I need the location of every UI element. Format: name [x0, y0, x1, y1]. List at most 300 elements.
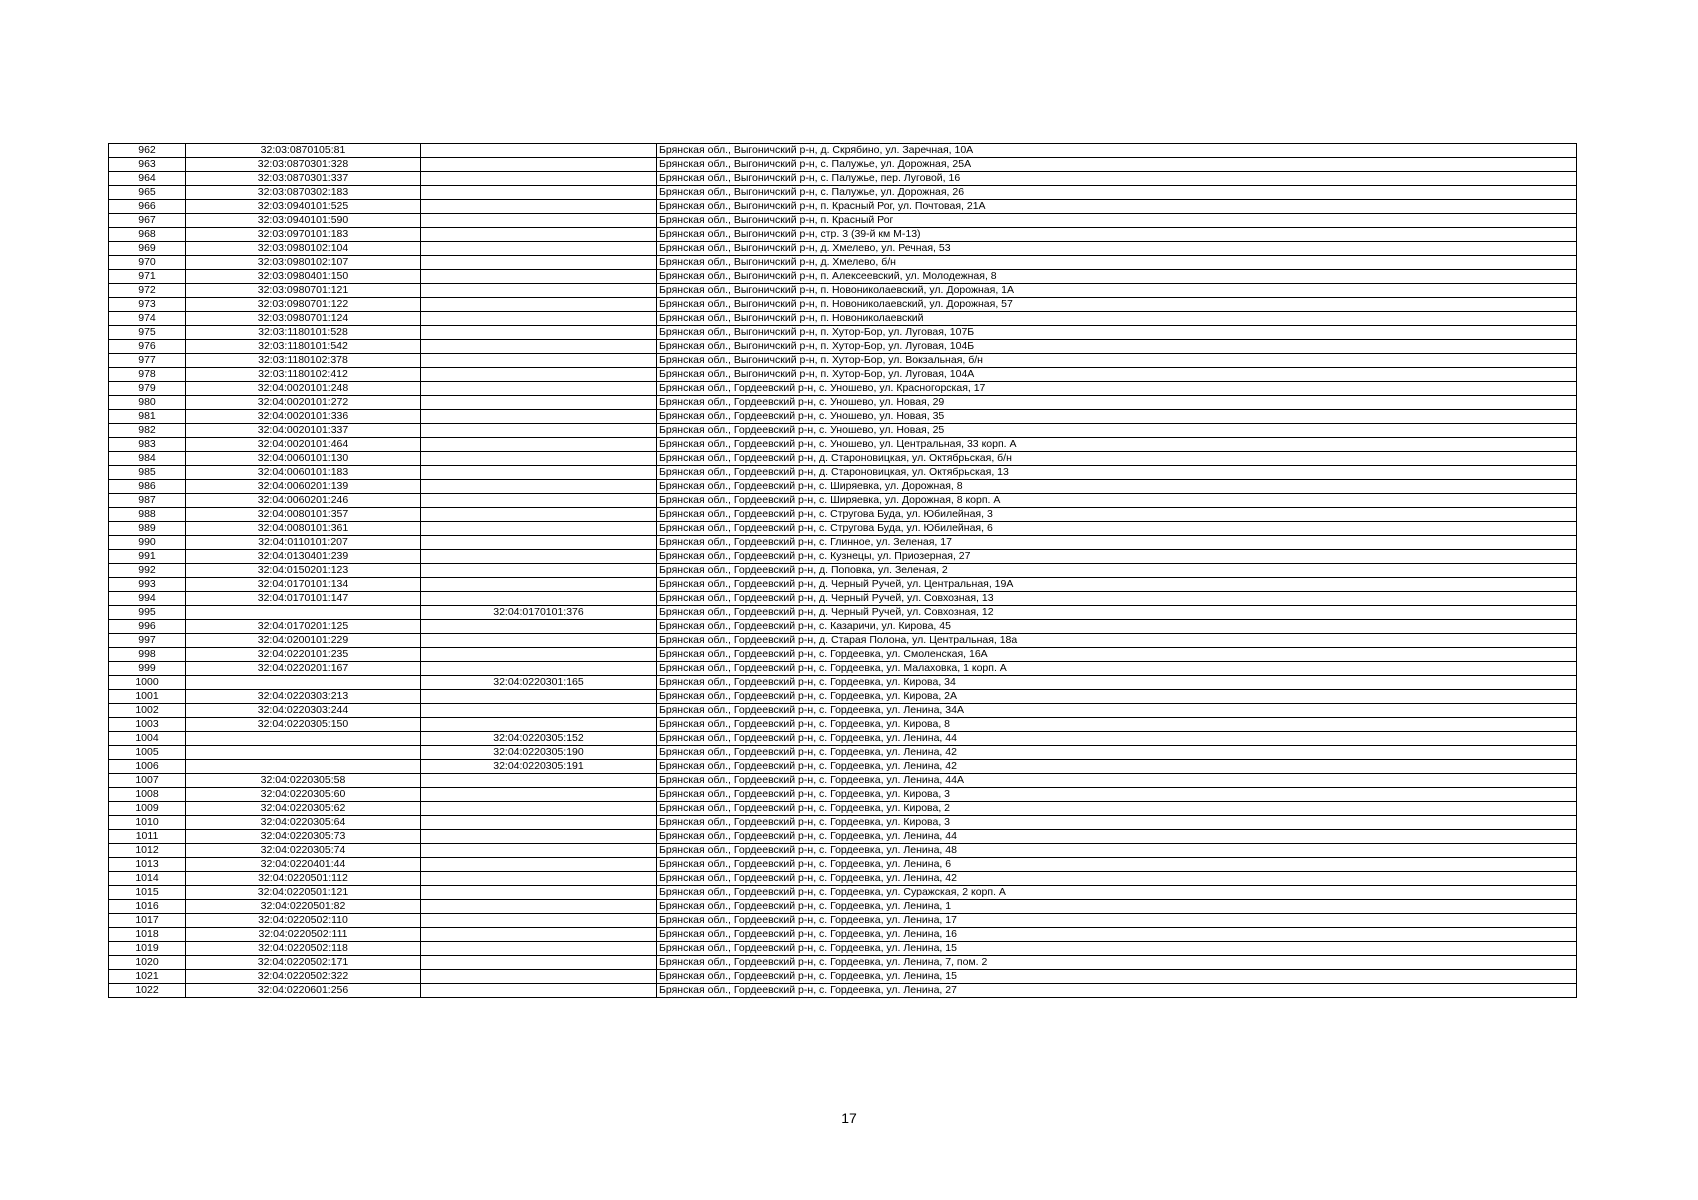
address-cell: Брянская обл., Гордеевский р-н, с. Ширяевка, ул. Дорожная, 8 [657, 480, 1577, 494]
cadastral-number-cell: 32:04:0060101:183 [186, 466, 421, 480]
row-number-cell: 1004 [109, 732, 186, 746]
table-row [109, 298, 1577, 312]
cadastral-number-cell: 32:04:0220303:213 [186, 690, 421, 704]
table-row [109, 746, 1577, 760]
cadastral-number-cell: 32:03:0980401:150 [186, 270, 421, 284]
cadastral-number-alt-cell [421, 858, 657, 872]
cadastral-number-alt-cell [421, 634, 657, 648]
cadastral-number-cell: 32:03:1180101:528 [186, 326, 421, 340]
address-cell: Брянская обл., Выгоничский р-н, п. Красный Рог [657, 214, 1577, 228]
row-number-cell: 972 [109, 284, 186, 298]
cadastral-number-cell: 32:04:0020101:337 [186, 424, 421, 438]
table-row [109, 578, 1577, 592]
address-cell: Брянская обл., Выгоничский р-н, п. Новониколаевский, ул. Дорожная, 57 [657, 298, 1577, 312]
address-cell: Брянская обл., Гордеевский р-н, д. Черный Ручей, ул. Совхозная, 12 [657, 606, 1577, 620]
address-cell: Брянская обл., Гордеевский р-н, д. Староновицкая, ул. Октябрьская, б/н [657, 452, 1577, 466]
address-cell: Брянская обл., Выгоничский р-н, п. Хутор-Бор, ул. Луговая, 107Б [657, 326, 1577, 340]
table-row [109, 970, 1577, 984]
table-row [109, 774, 1577, 788]
cadastral-number-cell: 32:03:0940101:525 [186, 200, 421, 214]
address-cell: Брянская обл., Гордеевский р-н, д. Черный Ручей, ул. Центральная, 19А [657, 578, 1577, 592]
address-cell: Брянская обл., Гордеевский р-н, с. Гордеевка, ул. Кирова, 34 [657, 676, 1577, 690]
table-row [109, 704, 1577, 718]
table-row [109, 844, 1577, 858]
row-number-cell: 982 [109, 424, 186, 438]
table-row [109, 550, 1577, 564]
cadastral-number-alt-cell [421, 718, 657, 732]
address-cell: Брянская обл., Гордеевский р-н, с. Гордеевка, ул. Кирова, 2 [657, 802, 1577, 816]
cadastral-number-alt-cell [421, 564, 657, 578]
row-number-cell: 989 [109, 522, 186, 536]
row-number-cell: 1016 [109, 900, 186, 914]
row-number-cell: 984 [109, 452, 186, 466]
cadastral-number-cell: 32:04:0220501:112 [186, 872, 421, 886]
row-number-cell: 976 [109, 340, 186, 354]
table-row [109, 592, 1577, 606]
cadastral-number-cell: 32:04:0110101:207 [186, 536, 421, 550]
table-row [109, 956, 1577, 970]
table-row [109, 242, 1577, 256]
row-number-cell: 965 [109, 186, 186, 200]
table-row [109, 662, 1577, 676]
cadastral-number-cell: 32:04:0060201:246 [186, 494, 421, 508]
table-row [109, 158, 1577, 172]
cadastral-number-alt-cell [421, 424, 657, 438]
row-number-cell: 980 [109, 396, 186, 410]
cadastral-number-alt-cell [421, 970, 657, 984]
cadastral-number-alt-cell [421, 788, 657, 802]
cadastral-number-cell: 32:03:0980701:122 [186, 298, 421, 312]
table-row [109, 872, 1577, 886]
table-row [109, 676, 1577, 690]
address-cell: Брянская обл., Гордеевский р-н, с. Гордеевка, ул. Малаховка, 1 корп. А [657, 662, 1577, 676]
cadastral-number-cell [186, 746, 421, 760]
cadastral-number-cell: 32:04:0220101:235 [186, 648, 421, 662]
table-row [109, 522, 1577, 536]
cadastral-number-cell: 32:04:0020101:272 [186, 396, 421, 410]
cadastral-number-cell: 32:04:0080101:357 [186, 508, 421, 522]
table-row [109, 914, 1577, 928]
cadastral-number-alt-cell [421, 340, 657, 354]
cadastral-number-alt-cell [421, 914, 657, 928]
row-number-cell: 979 [109, 382, 186, 396]
table-row [109, 410, 1577, 424]
address-cell: Брянская обл., Гордеевский р-н, с. Гордеевка, ул. Ленина, 42 [657, 872, 1577, 886]
cadastral-number-cell: 32:03:0970101:183 [186, 228, 421, 242]
row-number-cell: 964 [109, 172, 186, 186]
address-cell: Брянская обл., Гордеевский р-н, с. Уношево, ул. Красногорская, 17 [657, 382, 1577, 396]
address-cell: Брянская обл., Гордеевский р-н, с. Гордеевка, ул. Ленина, 34А [657, 704, 1577, 718]
table-row [109, 508, 1577, 522]
cadastral-number-cell: 32:04:0080101:361 [186, 522, 421, 536]
address-cell: Брянская обл., Гордеевский р-н, с. Гордеевка, ул. Смоленская, 16А [657, 648, 1577, 662]
row-number-cell: 1006 [109, 760, 186, 774]
address-cell: Брянская обл., Гордеевский р-н, с. Гордеевка, ул. Ленина, 42 [657, 746, 1577, 760]
cadastral-number-alt-cell [421, 410, 657, 424]
cadastral-number-alt-cell [421, 830, 657, 844]
row-number-cell: 1021 [109, 970, 186, 984]
table-row [109, 648, 1577, 662]
row-number-cell: 1017 [109, 914, 186, 928]
cadastral-number-alt-cell [421, 228, 657, 242]
address-cell: Брянская обл., Гордеевский р-н, с. Гордеевка, ул. Ленина, 15 [657, 970, 1577, 984]
table-row [109, 788, 1577, 802]
row-number-cell: 998 [109, 648, 186, 662]
cadastral-number-cell: 32:04:0220501:82 [186, 900, 421, 914]
table-body [109, 144, 1577, 998]
table-row [109, 830, 1577, 844]
row-number-cell: 967 [109, 214, 186, 228]
address-cell: Брянская обл., Гордеевский р-н, с. Уношево, ул. Новая, 35 [657, 410, 1577, 424]
cadastral-number-cell: 32:04:0220303:244 [186, 704, 421, 718]
address-cell: Брянская обл., Выгоничский р-н, п. Хутор-Бор, ул. Луговая, 104А [657, 368, 1577, 382]
cadastral-number-cell [186, 606, 421, 620]
address-cell: Брянская обл., Гордеевский р-н, с. Гордеевка, ул. Ленина, 1 [657, 900, 1577, 914]
address-cell: Брянская обл., Выгоничский р-н, с. Палужье, ул. Дорожная, 26 [657, 186, 1577, 200]
cadastral-number-alt-cell: 32:04:0220301:165 [421, 676, 657, 690]
cadastral-number-alt-cell [421, 494, 657, 508]
table-row [109, 480, 1577, 494]
cadastral-number-alt-cell [421, 326, 657, 340]
cadastral-number-alt-cell [421, 816, 657, 830]
table-row [109, 620, 1577, 634]
cadastral-number-alt-cell [421, 900, 657, 914]
address-cell: Брянская обл., Гордеевский р-н, с. Гордеевка, ул. Ленина, 44 [657, 830, 1577, 844]
cadastral-number-cell: 32:04:0220401:44 [186, 858, 421, 872]
address-cell: Брянская обл., Гордеевский р-н, с. Гордеевка, ул. Ленина, 16 [657, 928, 1577, 942]
address-cell: Брянская обл., Гордеевский р-н, с. Гордеевка, ул. Ленина, 15 [657, 942, 1577, 956]
table-row [109, 214, 1577, 228]
row-number-cell: 995 [109, 606, 186, 620]
table-row [109, 564, 1577, 578]
address-cell: Брянская обл., Гордеевский р-н, с. Уношево, ул. Центральная, 33 корп. А [657, 438, 1577, 452]
cadastral-number-alt-cell [421, 872, 657, 886]
table-row [109, 368, 1577, 382]
cadastral-number-cell: 32:04:0220305:60 [186, 788, 421, 802]
table-row [109, 424, 1577, 438]
cadastral-number-alt-cell [421, 354, 657, 368]
row-number-cell: 991 [109, 550, 186, 564]
cadastral-number-cell: 32:03:0870105:81 [186, 144, 421, 158]
table-row [109, 900, 1577, 914]
row-number-cell: 1003 [109, 718, 186, 732]
cadastral-number-cell: 32:04:0220305:74 [186, 844, 421, 858]
address-cell: Брянская обл., Гордеевский р-н, с. Гордеевка, ул. Ленина, 17 [657, 914, 1577, 928]
row-number-cell: 1001 [109, 690, 186, 704]
row-number-cell: 1005 [109, 746, 186, 760]
address-cell: Брянская обл., Выгоничский р-н, с. Палужье, ул. Дорожная, 25А [657, 158, 1577, 172]
cadastral-number-cell [186, 760, 421, 774]
cadastral-number-cell: 32:04:0130401:239 [186, 550, 421, 564]
table-row [109, 634, 1577, 648]
address-cell: Брянская обл., Выгоничский р-н, д. Хмелево, б/н [657, 256, 1577, 270]
row-number-cell: 1015 [109, 886, 186, 900]
row-number-cell: 977 [109, 354, 186, 368]
address-cell: Брянская обл., Гордеевский р-н, с. Гордеевка, ул. Кирова, 2А [657, 690, 1577, 704]
table-row [109, 396, 1577, 410]
cadastral-number-cell: 32:03:0940101:590 [186, 214, 421, 228]
cadastral-number-alt-cell [421, 298, 657, 312]
address-cell: Брянская обл., Выгоничский р-н, стр. 3 (39-й км М-13) [657, 228, 1577, 242]
cadastral-number-cell: 32:04:0220502:171 [186, 956, 421, 970]
table-row [109, 326, 1577, 340]
address-cell: Брянская обл., Выгоничский р-н, п. Красный Рог, ул. Почтовая, 21А [657, 200, 1577, 214]
cadastral-number-cell: 32:04:0220502:322 [186, 970, 421, 984]
cadastral-number-alt-cell [421, 508, 657, 522]
row-number-cell: 969 [109, 242, 186, 256]
cadastral-number-alt-cell [421, 368, 657, 382]
table-row [109, 354, 1577, 368]
cadastral-number-alt-cell [421, 704, 657, 718]
row-number-cell: 1019 [109, 942, 186, 956]
cadastral-number-cell: 32:03:0870302:183 [186, 186, 421, 200]
table-row [109, 606, 1577, 620]
row-number-cell: 985 [109, 466, 186, 480]
table-row [109, 340, 1577, 354]
row-number-cell: 1020 [109, 956, 186, 970]
address-cell: Брянская обл., Выгоничский р-н, д. Хмелево, ул. Речная, 53 [657, 242, 1577, 256]
cadastral-number-alt-cell [421, 172, 657, 186]
row-number-cell: 988 [109, 508, 186, 522]
cadastral-number-alt-cell [421, 648, 657, 662]
row-number-cell: 1002 [109, 704, 186, 718]
cadastral-number-alt-cell [421, 158, 657, 172]
cadastral-number-alt-cell [421, 284, 657, 298]
row-number-cell: 983 [109, 438, 186, 452]
cadastral-number-alt-cell [421, 242, 657, 256]
row-number-cell: 1011 [109, 830, 186, 844]
cadastral-number-cell: 32:04:0220502:110 [186, 914, 421, 928]
cadastral-number-alt-cell [421, 466, 657, 480]
address-cell: Брянская обл., Гордеевский р-н, д. Староновицкая, ул. Октябрьская, 13 [657, 466, 1577, 480]
cadastral-number-alt-cell [421, 550, 657, 564]
address-cell: Брянская обл., Гордеевский р-н, с. Гордеевка, ул. Ленина, 7, пом. 2 [657, 956, 1577, 970]
table-row [109, 452, 1577, 466]
table-row [109, 816, 1577, 830]
cadastral-number-cell: 32:03:0980102:104 [186, 242, 421, 256]
cadastral-number-alt-cell [421, 690, 657, 704]
address-cell: Брянская обл., Выгоничский р-н, п. Хутор-Бор, ул. Вокзальная, б/н [657, 354, 1577, 368]
table-row [109, 942, 1577, 956]
cadastral-number-cell: 32:04:0220502:111 [186, 928, 421, 942]
table-row [109, 732, 1577, 746]
row-number-cell: 974 [109, 312, 186, 326]
cadastral-number-cell: 32:03:0980701:121 [186, 284, 421, 298]
row-number-cell: 996 [109, 620, 186, 634]
cadastral-number-alt-cell: 32:04:0220305:152 [421, 732, 657, 746]
address-cell: Брянская обл., Выгоничский р-н, п. Новониколаевский, ул. Дорожная, 1А [657, 284, 1577, 298]
address-cell: Брянская обл., Гордеевский р-н, с. Стругова Буда, ул. Юбилейная, 3 [657, 508, 1577, 522]
cadastral-number-alt-cell [421, 774, 657, 788]
address-cell: Брянская обл., Гордеевский р-н, с. Стругова Буда, ул. Юбилейная, 6 [657, 522, 1577, 536]
row-number-cell: 966 [109, 200, 186, 214]
table-row [109, 256, 1577, 270]
cadastral-number-cell [186, 676, 421, 690]
row-number-cell: 981 [109, 410, 186, 424]
row-number-cell: 993 [109, 578, 186, 592]
cadastral-number-alt-cell: 32:04:0220305:190 [421, 746, 657, 760]
table-row [109, 200, 1577, 214]
cadastral-number-alt-cell [421, 480, 657, 494]
cadastral-number-cell: 32:04:0060101:130 [186, 452, 421, 466]
row-number-cell: 997 [109, 634, 186, 648]
cadastral-number-alt-cell [421, 312, 657, 326]
row-number-cell: 999 [109, 662, 186, 676]
cadastral-number-alt-cell [421, 592, 657, 606]
cadastral-number-cell: 32:04:0220305:73 [186, 830, 421, 844]
table-row [109, 984, 1577, 998]
table-row [109, 284, 1577, 298]
row-number-cell: 962 [109, 144, 186, 158]
cadastral-number-cell: 32:04:0220501:121 [186, 886, 421, 900]
cadastral-number-cell: 32:04:0020101:248 [186, 382, 421, 396]
address-cell: Брянская обл., Выгоничский р-н, п. Хутор-Бор, ул. Луговая, 104Б [657, 340, 1577, 354]
row-number-cell: 987 [109, 494, 186, 508]
address-cell: Брянская обл., Гордеевский р-н, с. Гордеевка, ул. Ленина, 27 [657, 984, 1577, 998]
cadastral-number-alt-cell [421, 144, 657, 158]
table-row [109, 536, 1577, 550]
address-cell: Брянская обл., Гордеевский р-н, с. Гордеевка, ул. Ленина, 44А [657, 774, 1577, 788]
row-number-cell: 1022 [109, 984, 186, 998]
cadastral-number-alt-cell [421, 844, 657, 858]
cadastral-number-cell: 32:03:1180102:412 [186, 368, 421, 382]
cadastral-number-cell: 32:04:0220305:62 [186, 802, 421, 816]
cadastral-number-alt-cell [421, 956, 657, 970]
table-row [109, 382, 1577, 396]
cadastral-number-cell: 32:03:0980701:124 [186, 312, 421, 326]
cadastral-number-alt-cell [421, 662, 657, 676]
row-number-cell: 970 [109, 256, 186, 270]
table-row [109, 760, 1577, 774]
cadastral-number-cell: 32:04:0220305:150 [186, 718, 421, 732]
cadastral-number-alt-cell [421, 928, 657, 942]
cadastral-number-cell [186, 732, 421, 746]
address-cell: Брянская обл., Выгоничский р-н, п. Алексеевский, ул. Молодежная, 8 [657, 270, 1577, 284]
cadastral-number-cell: 32:04:0150201:123 [186, 564, 421, 578]
table-row [109, 858, 1577, 872]
row-number-cell: 1008 [109, 788, 186, 802]
row-number-cell: 1000 [109, 676, 186, 690]
address-cell: Брянская обл., Гордеевский р-н, с. Гордеевка, ул. Кирова, 3 [657, 816, 1577, 830]
cadastral-number-alt-cell [421, 942, 657, 956]
address-cell: Брянская обл., Гордеевский р-н, с. Гордеевка, ул. Ленина, 42 [657, 760, 1577, 774]
cadastral-number-cell: 32:04:0220305:58 [186, 774, 421, 788]
row-number-cell: 1012 [109, 844, 186, 858]
cadastral-number-cell: 32:04:0170101:134 [186, 578, 421, 592]
cadastral-number-alt-cell: 32:04:0220305:191 [421, 760, 657, 774]
cadastral-number-alt-cell [421, 438, 657, 452]
address-cell: Брянская обл., Выгоничский р-н, с. Палужье, пер. Луговой, 16 [657, 172, 1577, 186]
cadastral-number-alt-cell [421, 186, 657, 200]
row-number-cell: 994 [109, 592, 186, 606]
row-number-cell: 986 [109, 480, 186, 494]
property-table [108, 143, 1577, 998]
address-cell: Брянская обл., Гордеевский р-н, д. Поповка, ул. Зеленая, 2 [657, 564, 1577, 578]
cadastral-number-cell: 32:04:0020101:464 [186, 438, 421, 452]
cadastral-number-alt-cell [421, 396, 657, 410]
cadastral-number-alt-cell [421, 452, 657, 466]
address-cell: Брянская обл., Гордеевский р-н, с. Уношево, ул. Новая, 29 [657, 396, 1577, 410]
row-number-cell: 1007 [109, 774, 186, 788]
cadastral-number-cell: 32:03:1180102:378 [186, 354, 421, 368]
table-row [109, 144, 1577, 158]
cadastral-number-cell: 32:04:0200101:229 [186, 634, 421, 648]
cadastral-number-cell: 32:03:0870301:328 [186, 158, 421, 172]
table-row [109, 802, 1577, 816]
address-cell: Брянская обл., Гордеевский р-н, с. Гордеевка, ул. Ленина, 6 [657, 858, 1577, 872]
cadastral-number-alt-cell [421, 578, 657, 592]
row-number-cell: 1010 [109, 816, 186, 830]
table-row [109, 928, 1577, 942]
cadastral-number-alt-cell [421, 802, 657, 816]
cadastral-number-alt-cell [421, 620, 657, 634]
table-row [109, 466, 1577, 480]
address-cell: Брянская обл., Гордеевский р-н, с. Гордеевка, ул. Ленина, 44 [657, 732, 1577, 746]
row-number-cell: 1014 [109, 872, 186, 886]
cadastral-number-alt-cell [421, 522, 657, 536]
table-row [109, 312, 1577, 326]
cadastral-number-cell: 32:03:0980102:107 [186, 256, 421, 270]
address-cell: Брянская обл., Гордеевский р-н, с. Гордеевка, ул. Ленина, 48 [657, 844, 1577, 858]
row-number-cell: 1013 [109, 858, 186, 872]
cadastral-number-cell: 32:04:0220201:167 [186, 662, 421, 676]
cadastral-number-cell: 32:04:0020101:336 [186, 410, 421, 424]
row-number-cell: 1009 [109, 802, 186, 816]
cadastral-number-alt-cell: 32:04:0170101:376 [421, 606, 657, 620]
table-row [109, 886, 1577, 900]
row-number-cell: 973 [109, 298, 186, 312]
cadastral-number-alt-cell [421, 536, 657, 550]
table-row [109, 228, 1577, 242]
address-cell: Брянская обл., Выгоничский р-н, д. Скрябино, ул. Заречная, 10А [657, 144, 1577, 158]
address-cell: Брянская обл., Гордеевский р-н, с. Кузнецы, ул. Приозерная, 27 [657, 550, 1577, 564]
address-cell: Брянская обл., Гордеевский р-н, с. Гордеевка, ул. Суражская, 2 корп. А [657, 886, 1577, 900]
address-cell: Брянская обл., Гордеевский р-н, д. Старая Полона, ул. Центральная, 18а [657, 634, 1577, 648]
address-cell: Брянская обл., Гордеевский р-н, с. Гордеевка, ул. Кирова, 8 [657, 718, 1577, 732]
cadastral-number-cell: 32:03:0870301:337 [186, 172, 421, 186]
address-cell: Брянская обл., Гордеевский р-н, с. Казаричи, ул. Кирова, 45 [657, 620, 1577, 634]
table-row [109, 438, 1577, 452]
address-cell: Брянская обл., Гордеевский р-н, д. Черный Ручей, ул. Совхозная, 13 [657, 592, 1577, 606]
page-number: 17 [841, 1110, 857, 1126]
address-cell: Брянская обл., Гордеевский р-н, с. Гордеевка, ул. Кирова, 3 [657, 788, 1577, 802]
address-cell: Брянская обл., Гордеевский р-н, с. Глинное, ул. Зеленая, 17 [657, 536, 1577, 550]
cadastral-number-alt-cell [421, 256, 657, 270]
table-row [109, 172, 1577, 186]
cadastral-number-alt-cell [421, 886, 657, 900]
cadastral-number-alt-cell [421, 382, 657, 396]
row-number-cell: 971 [109, 270, 186, 284]
table-row [109, 718, 1577, 732]
address-cell: Брянская обл., Выгоничский р-н, п. Новониколаевский [657, 312, 1577, 326]
cadastral-number-cell: 32:04:0060201:139 [186, 480, 421, 494]
table-row [109, 270, 1577, 284]
table-row [109, 690, 1577, 704]
row-number-cell: 975 [109, 326, 186, 340]
cadastral-number-cell: 32:03:1180101:542 [186, 340, 421, 354]
cadastral-number-cell: 32:04:0170101:147 [186, 592, 421, 606]
cadastral-number-cell: 32:04:0220305:64 [186, 816, 421, 830]
cadastral-number-cell: 32:04:0220601:256 [186, 984, 421, 998]
address-cell: Брянская обл., Гордеевский р-н, с. Уношево, ул. Новая, 25 [657, 424, 1577, 438]
row-number-cell: 990 [109, 536, 186, 550]
cadastral-number-cell: 32:04:0220502:118 [186, 942, 421, 956]
cadastral-number-alt-cell [421, 270, 657, 284]
row-number-cell: 1018 [109, 928, 186, 942]
cadastral-number-alt-cell [421, 214, 657, 228]
cadastral-number-cell: 32:04:0170201:125 [186, 620, 421, 634]
table-row [109, 186, 1577, 200]
